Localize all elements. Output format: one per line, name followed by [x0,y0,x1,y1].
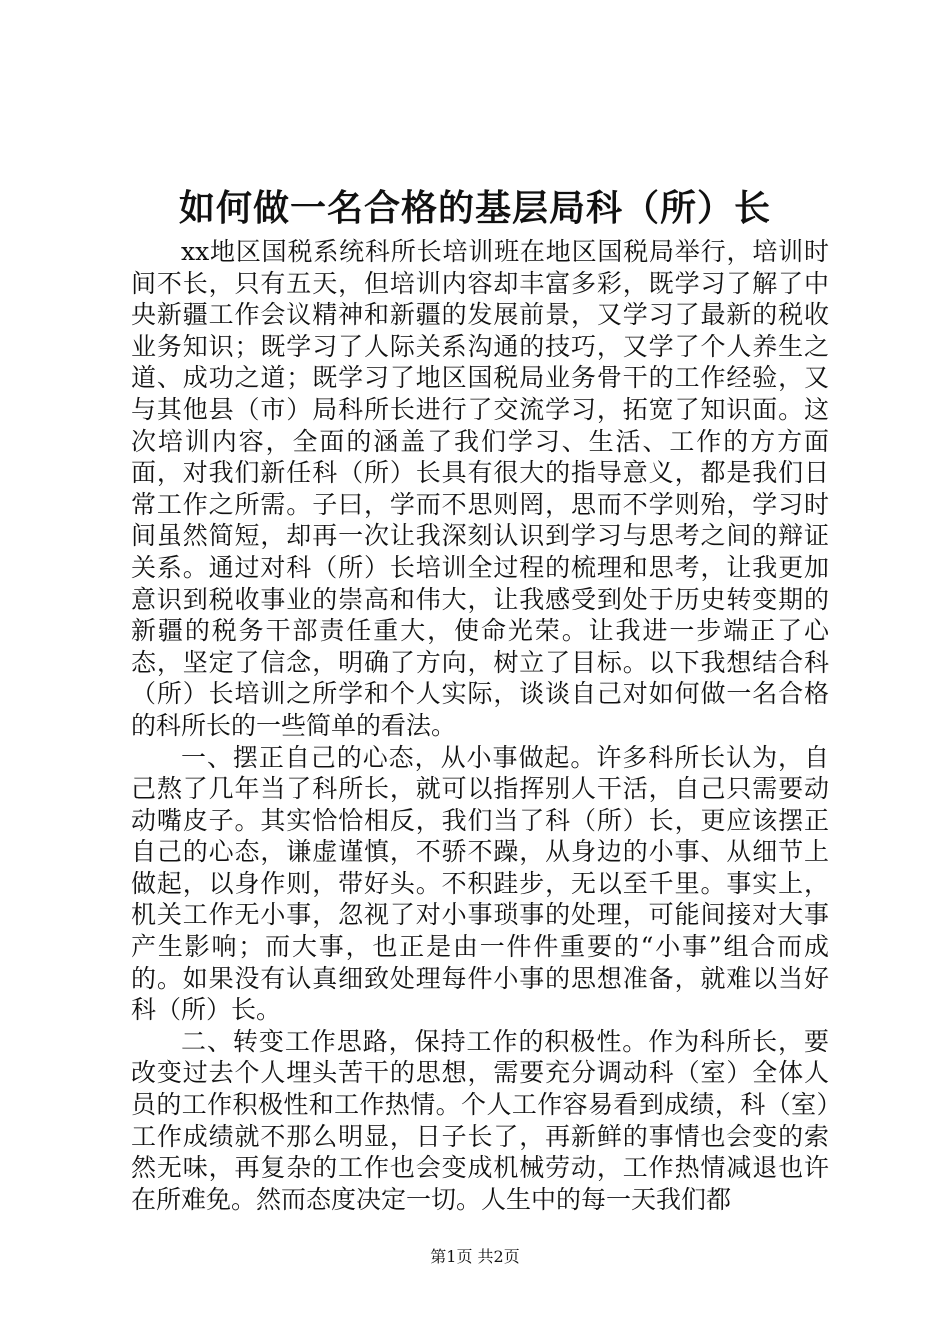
paragraph-section-1: 一、摆正自己的心态，从小事做起。许多科所长认为，自己熬了几年当了科所长，就可以指挥别人干活，自己只需要动动嘴皮子。其实恰恰相反，我们当了科（所）长，更应该摆正自己的心态，谦虚谨慎，不骄不躁，从身边的小事、从细节上做起，以身作则，带好头。不积跬步，无以至千里。事实上，机关工作无小事，忽视了对小事琐事的处理，可能间接对大事产生影响；而大事，也正是由一件件重要的“小事”组合而成的。如果没有认真细致处理每件小事的思想准备，就难以当好科（所）长。 [131,742,829,1025]
document-body [131,236,829,1215]
page-number-footer: 第1页 共2页 [430,1247,520,1266]
document-title: 如何做一名合格的基层局科（所）长 [178,187,771,229]
paragraph-section-2: 二、转变工作思路，保持工作的积极性。作为科所长，要改变过去个人埋头苦干的思想，需要充分调动科（室）全体人员的工作积极性和工作热情。个人工作容易看到成绩，科（室）工作成绩就不那么明显，日子长了，再新鲜的事情也会变的索然无味，再复杂的工作也会变成机械劳动，工作热情减退也许在所难免。然而态度决定一切。人生中的每一天我们都 [131,1026,829,1214]
paragraph-intro: xx地区国税系统科所长培训班在地区国税局举行，培训时间不长，只有五天，但培训内容却丰富多彩，既学习了解了中央新疆工作会议精神和新疆的发展前景，又学习了最新的税收业务知识；既学习了人际关系沟通的技巧，又学了个人养生之道、成功之道；既学习了地区国税局业务骨干的工作经验，又与其他县（市）局科所长进行了交流学习，拓宽了知识面。这次培训内容，全面的涵盖了我们学习、生活、工作的方方面面，对我们新任科（所）长具有很大的指导意义，都是我们日常工作之所需。子曰，学而不思则罔，思而不学则殆，学习时间虽然简短，却再一次让我深刻认识到学习与思考之间的辩证关系。通过对科（所）长培训全过程的梳理和思考，让我更加意识到税收事业的崇高和伟大，让我感受到处于历史转变期的新疆的税务干部责任重大，使命光荣。让我进一步端正了心态，坚定了信念，明确了方向，树立了目标。以下我想结合科（所）长培训之所学和个人实际，谈谈自己对如何做一名合格的科所长的一些简单的看法。 [131,237,829,740]
